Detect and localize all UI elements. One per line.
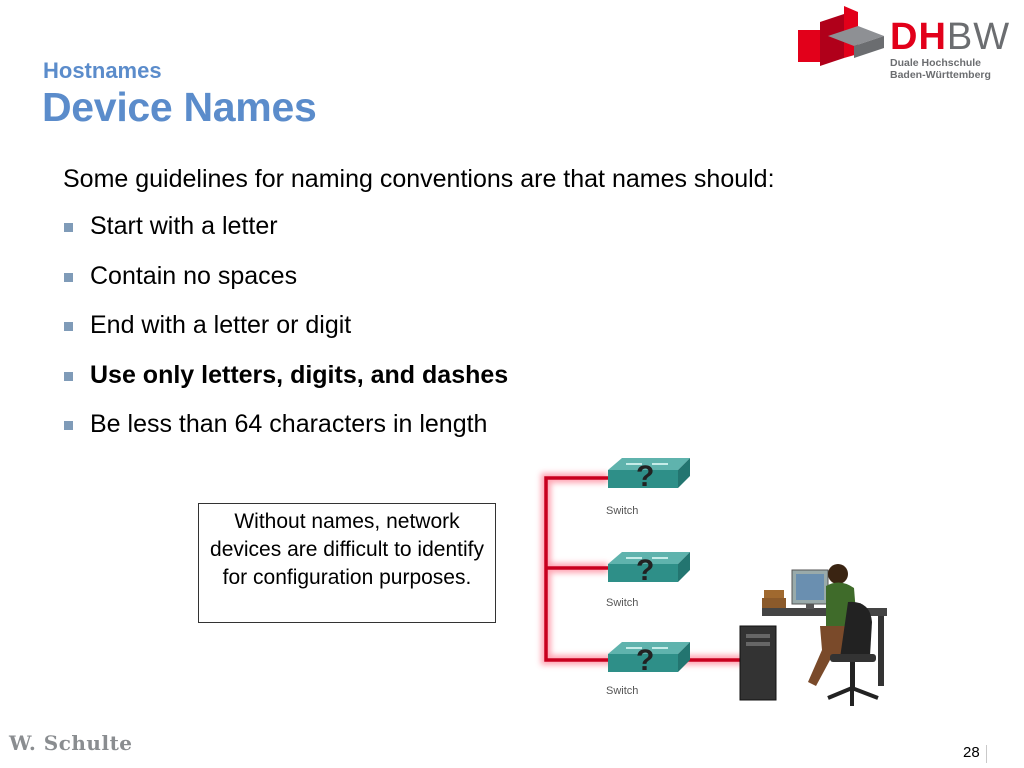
switch-label-1: Switch bbox=[606, 505, 639, 517]
footer-divider bbox=[986, 745, 987, 763]
page-number: 28 bbox=[963, 744, 980, 761]
list-item-text: Use only letters, digits, and dashes bbox=[90, 360, 509, 389]
switch-label-3: Switch bbox=[606, 685, 639, 697]
question-mark-1: ? bbox=[636, 460, 655, 493]
bullet-square-icon bbox=[64, 372, 73, 381]
logo-bw: BW bbox=[946, 16, 1011, 58]
list-item bbox=[64, 361, 508, 411]
bullet-square-icon bbox=[64, 223, 73, 232]
workstation-icon bbox=[740, 564, 887, 706]
logo-line-1: Duale Hochschule bbox=[890, 57, 982, 69]
list-item bbox=[64, 311, 508, 361]
list-item-text: Be less than 64 characters in length bbox=[90, 410, 488, 438]
guideline-list bbox=[64, 212, 508, 460]
bullet-square-icon bbox=[64, 322, 73, 331]
logo-subtitle bbox=[890, 57, 991, 81]
list-item bbox=[64, 212, 508, 262]
logo-wordmark bbox=[890, 16, 1010, 59]
intro-text: Some guidelines for naming conventions are that names should: bbox=[63, 165, 775, 193]
bullet-square-icon bbox=[64, 273, 73, 282]
network-diagram bbox=[530, 450, 900, 730]
author-footer: W. Schulte bbox=[9, 731, 133, 755]
list-item bbox=[64, 410, 508, 460]
logo-line-2: Baden-Württemberg bbox=[890, 69, 991, 81]
list-item-text: Start with a letter bbox=[90, 212, 278, 240]
list-item-text: Contain no spaces bbox=[90, 261, 298, 290]
list-item-text: End with a letter or digit bbox=[90, 311, 352, 339]
logo-dh: DH bbox=[890, 16, 947, 58]
slide-title: Device Names bbox=[42, 84, 317, 130]
bullet-square-icon bbox=[64, 421, 73, 430]
slide-subtitle: Hostnames bbox=[43, 58, 162, 83]
question-mark-2: ? bbox=[636, 554, 655, 587]
question-mark-3: ? bbox=[636, 644, 655, 677]
callout-box: Without names, network devices are difficult to identify for configuration purposes. bbox=[198, 503, 496, 623]
list-item bbox=[64, 262, 508, 312]
switch-label-2: Switch bbox=[606, 597, 639, 609]
